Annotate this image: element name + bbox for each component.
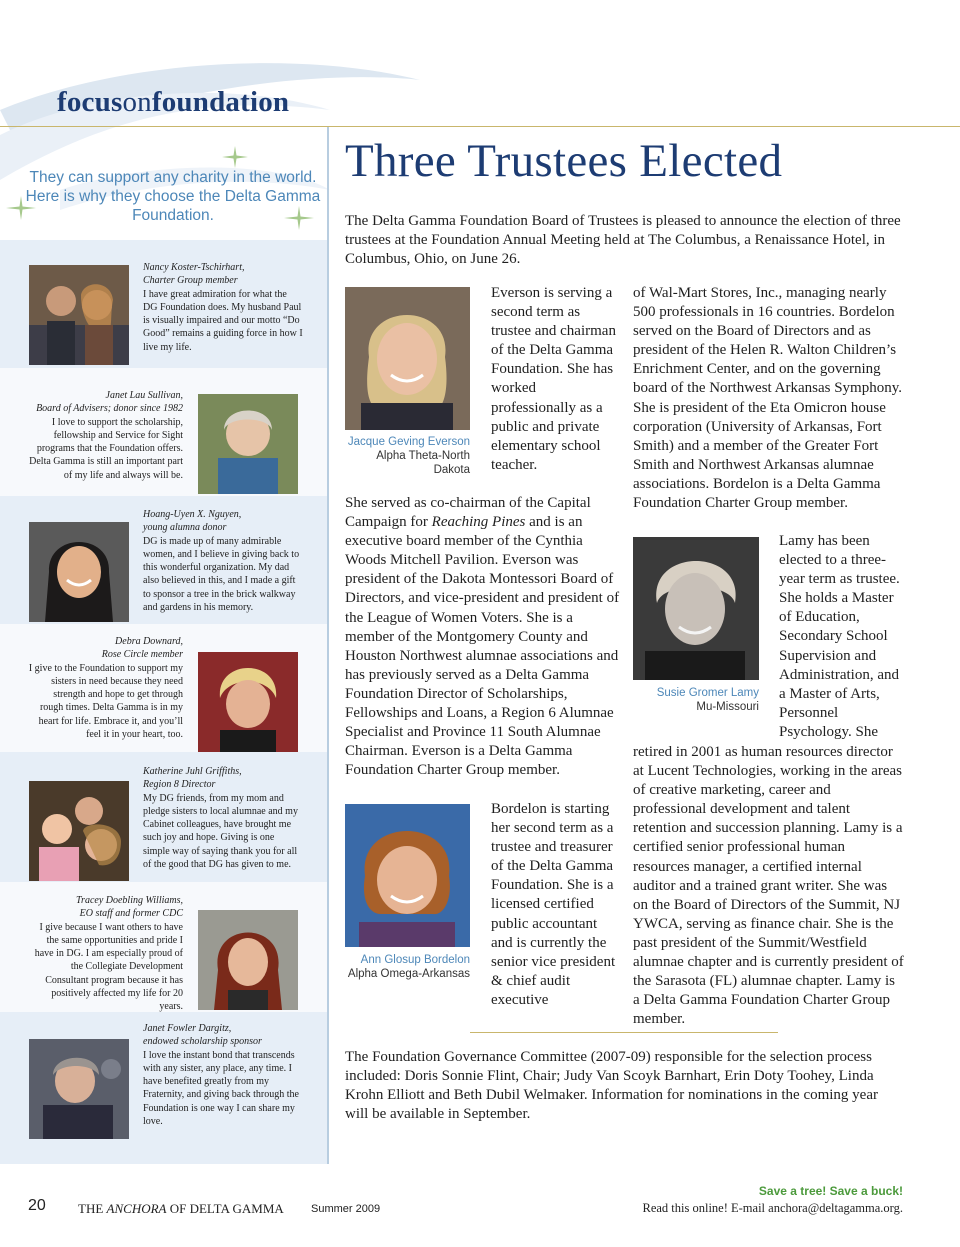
save-tree-note: Save a tree! Save a buck! [758, 1184, 903, 1198]
page-number: 20 [28, 1197, 46, 1214]
section-separator [470, 1032, 778, 1033]
testimonial-quote: Katherine Juhl Griffiths, Region 8 Director My DG friends, from my mom and pledge sisters to local alumnae and my Cabinet colleagues, have brought me such joy and hope. Giving is one simple way of saying thank you for all of the good that DG has given to me. [143, 766, 298, 871]
photo-dargitz [29, 1039, 129, 1139]
photo-lau-sullivan [198, 394, 298, 494]
photo-williams [198, 910, 298, 1010]
photo-griffiths [29, 781, 129, 881]
photo-downard [198, 652, 298, 752]
sidebar-tagline: They can support any charity in the world. Here is why they choose the Delta Gamma Foundation. [25, 169, 321, 224]
bordelon-text-continued: of Wal-Mart Stores, Inc., managing nearly 500 professionals in 16 countries. Bordelon served on the Board of Directors and as president of the Helen R. Walton Children’s Enrichment Center, and on the governing board of the Northwest Arkansas Symphony. She is president of the Eta Omicron house corporation (University of Arkansas, Fort Smith) and a member of the Greater Fort Smith and Northwest Arkansas alumnae associations. Bordelon is a Delta Gamma Foundation Charter Group member. [633, 285, 902, 512]
header-rule [0, 126, 960, 127]
photo-caption: Susie Gromer Lamy Mu-Missouri [656, 687, 759, 713]
bordelon-text: Bordelon is starting her second term as a trustee and treasurer of the Delta Gamma Foundation. She is a licensed certified public accountant and is currently the senior vice president & chief audit executive [491, 801, 616, 1008]
photo-nguyen [29, 522, 129, 622]
column-divider [327, 127, 329, 1164]
issue-season: Summer 2009 [311, 1203, 381, 1215]
photo-caption: Jacque Geving Everson Alpha Theta-North Dakota [347, 436, 470, 476]
magazine-name: THE ANCHORA OF DELTA GAMMA [78, 1201, 284, 1216]
photo-everson [345, 287, 470, 430]
article-title: Three Trustees Elected [345, 135, 783, 187]
testimonial-quote: Debra Downard, Rose Circle member I give to the Foundation to support my sisters in need because they need strength and hope to get through rough times. Delta Gamma is in my heart for life. Embrace it, and you’ll feel it in your heart, too. [28, 636, 183, 741]
everson-text: Everson is serving a second term as trustee and chairman of the Delta Gamma Foundation. She has worked professionally as a public and private elementary school teacher. [491, 285, 616, 473]
lamy-text-continued: retired in 2001 as human resources director at Lucent Technologies, working in the areas of creative marketing, career and professional development and talent retention and succession planning. Lamy is a certified senior professional human resources manager, a certified internal auditor and a trained grant writer. She was on the Board of Directors of the Summit, NJ YWCA, serving as finance chair. She is the past president of the Summit/Westfield alumnae chapter and is currently president of the Sarasota (FL) alumnae chapter. Lamy is a Delta Gamma Foundation Charter Group member. [633, 744, 904, 1028]
testimonial-quote: Tracey Doebling Williams, EO staff and former CDC I give because I want others to have the same opportunities and pride I have in DG. I am especially proud of the Collegiate Development Consultant program because it has positively affected my life for 20 years. [34, 895, 183, 1013]
photo-koster-tschirhart [29, 265, 129, 365]
testimonial-quote: Nancy Koster-Tschirhart, Charter Group member I have great admiration for what the DG Foundation does. My husband Paul is visually impaired and our motto “Do Good” remains a guiding force in how I live my life. [143, 262, 303, 353]
read-online-note: Read this online! E-mail anchora@deltagamma.org. [642, 1201, 903, 1215]
lamy-text: Lamy has been elected to a three-year term as trustee. She holds a Master of Education, Secondary School Supervision and Administration, and a Master of Arts, Personnel Psychology. She [779, 533, 900, 740]
sparkle-icon [222, 146, 248, 168]
testimonial-quote: Janet Lau Sullivan, Board of Advisers; donor since 1982 I love to support the scholarship, fellowship and Service for Sight programs that the Foundation offers. Delta Gamma is still an important part of my life and always will be. [29, 390, 183, 481]
section-title: focusonfoundation [57, 86, 290, 118]
photo-lamy [633, 537, 759, 680]
testimonial-quote: Janet Fowler Dargitz, endowed scholarship sponsor I love the instant bond that transcends with any sister, any place, any time. I have benefited greatly from my Fraternity, and giving back through the Foundation is one way I can share my love. [143, 1023, 299, 1128]
testimonial-quote: Hoang-Uyen X. Nguyen, young alumna donor DG is made up of many admirable women, and I believe in giving back to this wonderful organization. My dad also believed in this, and I made a gift to sponsor a tree in the brick walkway and gardens in his memory. [143, 509, 300, 614]
governance-paragraph: The Foundation Governance Committee (2007-09) responsible for the selection process included: Doris Sonnie Flint, Chair; Judy Van Scoyk Barnhart, Erin Doty Toohey, Linda Krohn Elliott and Beth Dubil Welmaker. Information for nominations in the coming year will be available in September. [345, 1049, 878, 1123]
article-intro: The Delta Gamma Foundation Board of Trustees is pleased to announce the election of three trustees at the Foundation Annual Meeting held at The Columbus, a Renaissance Hotel, in Columbus, Ohio, on June 26. [345, 213, 901, 268]
everson-text-continued: She served as co-chairman of the Capital Campaign for Reaching Pines and is an executive board member of the Cynthia Woods Mitchell Pavilion. Everson was president of the Dakota Montessori Board of Directors, and vice-president and president of the League of Women Voters. She is a member of the Montgomery County and Houston Northwest alumnae associations and has previously served as a Delta Gamma Foundation Director of Scholarships, Fellowships and Loans, a Region 6 Alumnae Specialist and Province 11 South Alumnae Chairman. Everson is a Delta Gamma Foundation Charter Group member. [345, 495, 620, 779]
photo-bordelon [345, 804, 470, 947]
photo-caption: Ann Glosup Bordelon Alpha Omega-Arkansas [347, 954, 470, 980]
